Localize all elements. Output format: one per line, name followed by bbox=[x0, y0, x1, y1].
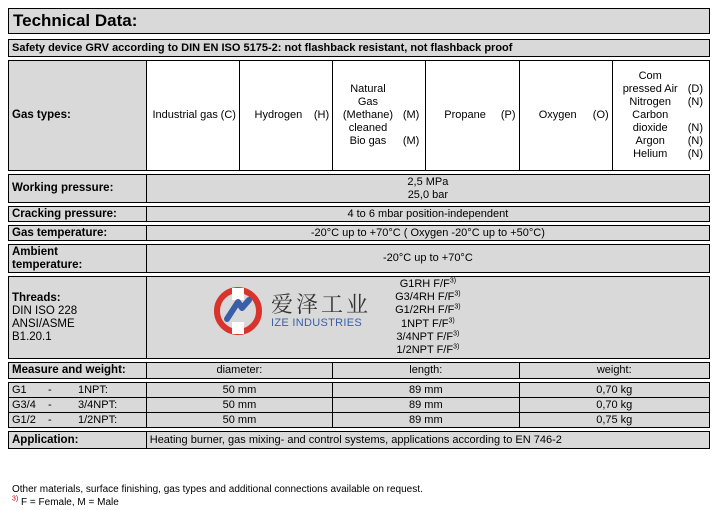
gas-types-label: Gas types: bbox=[9, 61, 147, 171]
gas-type-code: (P) bbox=[500, 109, 516, 121]
thread-name: G1/2RH F/F bbox=[395, 304, 455, 317]
threads-standard: B1.20.1 bbox=[12, 330, 52, 343]
working-pressure-bar: 25,0 bar bbox=[407, 188, 449, 201]
footnote-mark: 3) bbox=[448, 316, 455, 324]
length-cell: 89 mm bbox=[333, 398, 519, 413]
gas-type-inert-list bbox=[612, 61, 709, 171]
gas-type-oxygen bbox=[519, 61, 612, 171]
column-header-length: length: bbox=[333, 363, 519, 379]
threads-standard: ANSI/ASME bbox=[12, 317, 75, 330]
ambient-label-line: temperature: bbox=[12, 258, 83, 271]
page-title: Technical Data: bbox=[13, 11, 138, 30]
thread-name: 3/4NPT F/F bbox=[396, 330, 454, 343]
diameter-cell: 50 mm bbox=[146, 383, 332, 398]
company-logo bbox=[213, 286, 373, 336]
heading-row bbox=[9, 40, 710, 57]
table-row bbox=[9, 413, 710, 428]
size-label: G1 bbox=[12, 383, 27, 396]
gas-type-name: Oxygen bbox=[538, 109, 577, 121]
gas-type-code: (H) bbox=[313, 109, 330, 121]
footnote-mark: 3) bbox=[454, 290, 461, 298]
ambient-temperature-row bbox=[9, 245, 710, 273]
application-label: Application: bbox=[9, 432, 147, 449]
footer-note: Other materials, surface finishing, gas types and additional connections available on request. bbox=[12, 484, 423, 495]
gas-type-code: (N) bbox=[687, 135, 703, 147]
gas-type-name: Helium bbox=[633, 148, 668, 160]
gas-type-code: (N) bbox=[687, 148, 703, 160]
threads-label: Threads: bbox=[12, 291, 61, 304]
gas-type-code: (M) bbox=[402, 135, 420, 147]
gas-type-hydrogen bbox=[239, 61, 332, 171]
diameter-cell: 50 mm bbox=[146, 398, 332, 413]
size-cell bbox=[9, 383, 147, 398]
application-row bbox=[9, 432, 710, 449]
gas-type-propane bbox=[426, 61, 519, 171]
title-bar bbox=[8, 8, 710, 34]
working-pressure-mpa: 2,5 MPa bbox=[407, 175, 449, 188]
footnote-mark: 3) bbox=[454, 303, 461, 311]
npt-label: 1NPT: bbox=[78, 383, 108, 396]
footer-legend bbox=[12, 496, 423, 509]
gas-type-code: (N) bbox=[687, 96, 703, 108]
logo-english-text: IZE INDUSTRIES bbox=[271, 317, 362, 329]
gas-temperature-label: Gas temperature: bbox=[9, 226, 147, 241]
gas-type-name: Propane bbox=[444, 109, 486, 121]
gas-type-name: Hydrogen bbox=[254, 109, 303, 121]
size-dash: - bbox=[48, 383, 52, 396]
thread-name: G3/4RH F/F bbox=[395, 291, 455, 304]
thread-item bbox=[150, 344, 706, 357]
size-cell bbox=[9, 398, 147, 413]
footnote-legend-text: F = Female, M = Male bbox=[18, 497, 119, 508]
weight-cell: 0,75 kg bbox=[519, 413, 710, 428]
working-pressure-value bbox=[146, 175, 709, 203]
gas-type-name: cleaned bbox=[348, 122, 388, 134]
length-cell: 89 mm bbox=[333, 383, 519, 398]
gas-type-name: (Methane) bbox=[342, 109, 394, 121]
thread-name: G1RH F/F bbox=[399, 277, 450, 290]
gas-type-code: (O) bbox=[592, 109, 609, 121]
logo-chinese-text: 爱泽工业 bbox=[271, 293, 372, 318]
weight-cell: 0,70 kg bbox=[519, 398, 710, 413]
thread-name: 1NPT F/F bbox=[401, 317, 449, 330]
gas-type-name: Industrial gas bbox=[152, 109, 218, 121]
column-header-weight: weight: bbox=[519, 363, 710, 379]
column-header-diameter: diameter: bbox=[146, 363, 332, 379]
table-row bbox=[9, 383, 710, 398]
cracking-pressure-label: Cracking pressure: bbox=[9, 207, 147, 222]
size-dash: - bbox=[48, 398, 52, 411]
footnote-mark: 3) bbox=[453, 343, 460, 351]
application-value: Heating burner, gas mixing- and control systems, applications according to EN 746-2 bbox=[146, 432, 709, 449]
diameter-cell: 50 mm bbox=[146, 413, 332, 428]
threads-label-cell bbox=[9, 277, 147, 359]
gas-type-code: (M) bbox=[402, 109, 420, 121]
ize-logo-icon bbox=[213, 286, 263, 336]
size-dash: - bbox=[48, 413, 52, 426]
thread-name: 1/2NPT F/F bbox=[396, 343, 454, 356]
working-pressure-label: Working pressure: bbox=[9, 175, 147, 203]
length-cell: 89 mm bbox=[333, 413, 519, 428]
ambient-label-line: Ambient bbox=[12, 245, 58, 258]
measure-header-row bbox=[9, 363, 710, 379]
gas-type-natural-gas bbox=[333, 61, 426, 171]
npt-label: 1/2NPT: bbox=[78, 413, 118, 426]
table-row bbox=[9, 398, 710, 413]
working-pressure-row bbox=[9, 175, 710, 203]
footnote-mark: 3) bbox=[12, 495, 19, 503]
gas-type-industrial bbox=[146, 61, 239, 171]
technical-data-table bbox=[8, 39, 710, 449]
footer-notes bbox=[12, 483, 423, 509]
device-heading: Safety device GRV according to DIN EN ISO 5175-2: not flashback resistant, not flashback proof bbox=[9, 40, 710, 57]
ambient-temperature-value: -20°C up to +70°C bbox=[146, 245, 709, 273]
gas-types-row bbox=[9, 61, 710, 171]
size-label: G1/2 bbox=[12, 413, 36, 426]
gas-temperature-row bbox=[9, 226, 710, 241]
weight-cell: 0,70 kg bbox=[519, 383, 710, 398]
gas-type-code: (D) bbox=[687, 83, 703, 95]
footnote-mark: 3) bbox=[449, 277, 457, 285]
cracking-pressure-row bbox=[9, 207, 710, 222]
threads-standard: DIN ISO 228 bbox=[12, 304, 78, 317]
size-label: G3/4 bbox=[12, 398, 36, 411]
gas-type-name: Carbon dioxide bbox=[632, 109, 669, 134]
gas-type-name: Argon bbox=[635, 135, 665, 147]
gas-type-name: Bio gas bbox=[349, 135, 387, 147]
cracking-pressure-value: 4 to 6 mbar position-independent bbox=[146, 207, 709, 222]
npt-label: 3/4NPT: bbox=[78, 398, 118, 411]
measure-label: Measure and weight: bbox=[9, 363, 147, 379]
gas-type-name: Nitrogen bbox=[629, 96, 671, 108]
ambient-temperature-label bbox=[9, 245, 147, 273]
size-cell bbox=[9, 413, 147, 428]
gas-type-code: (C) bbox=[220, 109, 236, 121]
gas-temperature-value: -20°C up to +70°C ( Oxygen -20°C up to +50°C) bbox=[146, 226, 709, 241]
footnote-mark: 3) bbox=[453, 330, 460, 338]
gas-type-name: Natural Gas bbox=[350, 83, 386, 108]
gas-type-name: Com pressed Air bbox=[622, 70, 678, 95]
gas-type-code: (N) bbox=[687, 122, 703, 134]
